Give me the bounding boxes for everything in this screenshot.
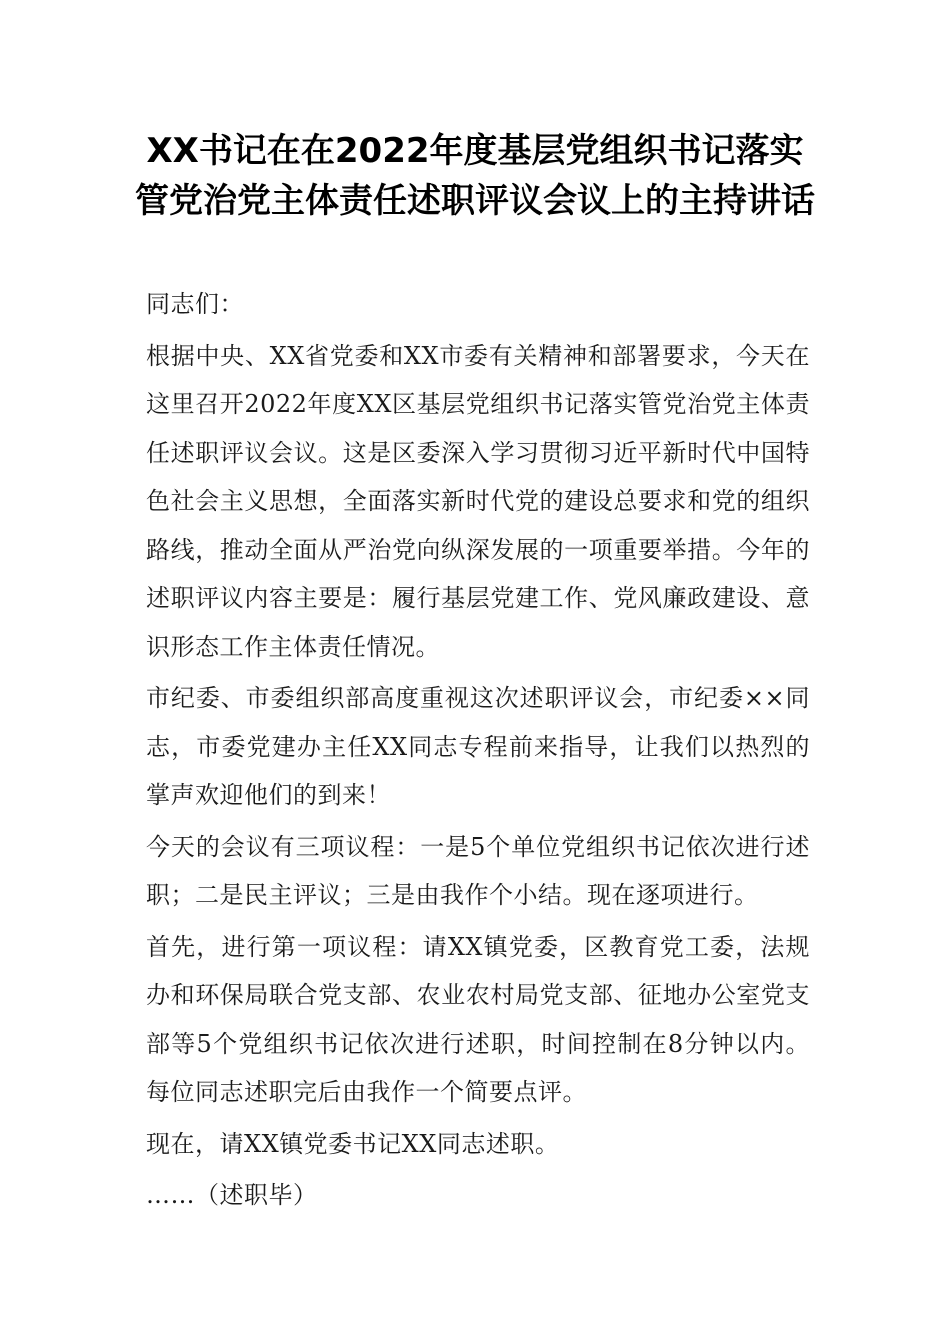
document-body bbox=[146, 280, 810, 1223]
paragraph-welcome: 市纪委、市委组织部高度重视这次述职评议会，市纪委××同志，市委党建办主任XX同志专程前来指导，让我们以热烈的掌声欢迎他们的到来！ bbox=[146, 684, 810, 809]
document-title: XX书记在在2022年度基层党组织书记落实管党治党主体责任述职评议会议上的主持讲话 bbox=[135, 131, 815, 221]
paragraph-first-item: 首先，进行第一项议程：请XX镇党委，区教育党工委，法规办和环保局联合党支部、农业农村局党支部、征地办公室党支部等5个党组织书记依次进行述职，时间控制在8分钟以内。每位同志述职完后由我作一个简要点评。 bbox=[146, 932, 810, 1106]
paragraph-agenda: 今天的会议有三项议程：一是5个单位党组织书记依次进行述职；二是民主评议；三是由我作个小结。现在逐项进行。 bbox=[146, 832, 810, 909]
paragraph-intro: 根据中央、XX省党委和XX市委有关精神和部署要求，今天在这里召开2022年度XX区基层党组织书记落实管党治党主体责任述职评议会议。这是区委深入学习贯彻习近平新时代中国特色社会主义思想，全面落实新时代党的建设总要求和党的组织路线，推动全面从严治党向纵深发展的一项重要举措。今年的述职评议内容主要是：履行基层党建工作、党风廉政建设、意识形态工作主体责任情况。 bbox=[146, 341, 810, 661]
paragraph-salutation: 同志们： bbox=[146, 290, 244, 318]
paragraph-end-note: ……（述职毕） bbox=[146, 1181, 318, 1209]
paragraph-invite: 现在，请XX镇党委书记XX同志述职。 bbox=[146, 1129, 560, 1158]
